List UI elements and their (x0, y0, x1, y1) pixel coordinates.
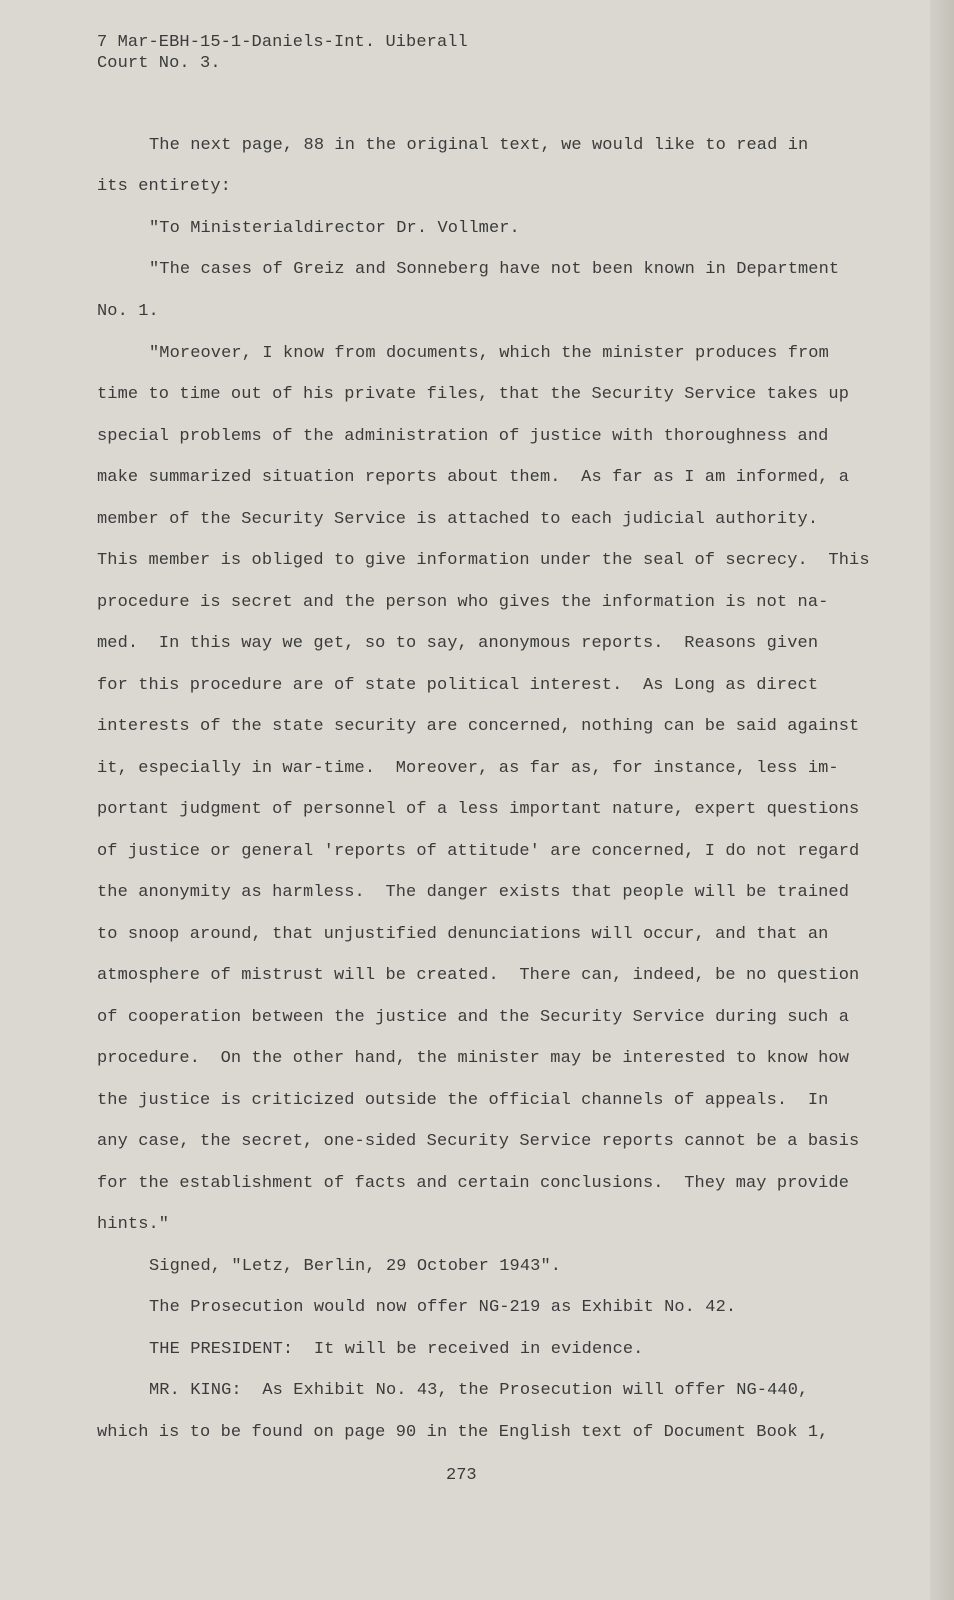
body-line: MR. KING: As Exhibit No. 43, the Prosecution will offer NG-440, (149, 1381, 809, 1400)
body-line: it, especially in war-time. Moreover, as far as, for instance, less im- (97, 759, 839, 778)
body-line: any case, the secret, one-sided Security Service reports cannot be a basis (97, 1132, 860, 1151)
body-line: The Prosecution would now offer NG-219 as Exhibit No. 42. (149, 1298, 737, 1317)
body-line: hints." (97, 1215, 170, 1234)
body-line: of cooperation between the justice and the Security Service during such a (97, 1008, 850, 1027)
body-line: to snoop around, that unjustified denunciations will occur, and that an (97, 925, 829, 944)
header-line-1: 7 Mar-EBH-15-1-Daniels-Int. Uiberall (97, 33, 468, 52)
body-line: make summarized situation reports about them. As far as I am informed, a (97, 468, 850, 487)
body-line: procedure. On the other hand, the minister may be interested to know how (97, 1049, 850, 1068)
body-line: for the establishment of facts and certain conclusions. They may provide (97, 1174, 850, 1193)
body-line: "The cases of Greiz and Sonneberg have not been known in Department (149, 260, 840, 279)
body-line: for this procedure are of state political interest. As Long as direct (97, 676, 819, 695)
body-line: atmosphere of mistrust will be created. There can, indeed, be no question (97, 966, 860, 985)
body-line: THE PRESIDENT: It will be received in evidence. (149, 1340, 644, 1359)
body-line: "To Ministerialdirector Dr. Vollmer. (149, 219, 520, 238)
body-line: which is to be found on page 90 in the English text of Document Book 1, (97, 1423, 829, 1442)
body-line: procedure is secret and the person who gives the information is not na- (97, 593, 829, 612)
body-line: of justice or general 'reports of attitude' are concerned, I do not regard (97, 842, 860, 861)
page-edge-shadow (930, 0, 954, 1600)
body-line: the anonymity as harmless. The danger exists that people will be trained (97, 883, 850, 902)
body-line: interests of the state security are concerned, nothing can be said against (97, 717, 860, 736)
body-line: time to time out of his private files, that the Security Service takes up (97, 385, 850, 404)
body-line: "Moreover, I know from documents, which the minister produces from (149, 344, 829, 363)
body-line: member of the Security Service is attached to each judicial authority. (97, 510, 819, 529)
body-line: Signed, "Letz, Berlin, 29 October 1943". (149, 1257, 562, 1276)
body-line: the justice is criticized outside the official channels of appeals. In (97, 1091, 829, 1110)
body-line: special problems of the administration of justice with thoroughness and (97, 427, 829, 446)
body-line: portant judgment of personnel of a less important nature, expert questions (97, 800, 860, 819)
body-line: med. In this way we get, so to say, anonymous reports. Reasons given (97, 634, 819, 653)
page-number: 273 (446, 1466, 477, 1485)
header-line-2: Court No. 3. (97, 54, 221, 73)
body-line: No. 1. (97, 302, 159, 321)
body-line: This member is obliged to give information under the seal of secrecy. This (97, 551, 870, 570)
body-line: its entirety: (97, 177, 231, 196)
body-line: The next page, 88 in the original text, we would like to read in (149, 136, 809, 155)
